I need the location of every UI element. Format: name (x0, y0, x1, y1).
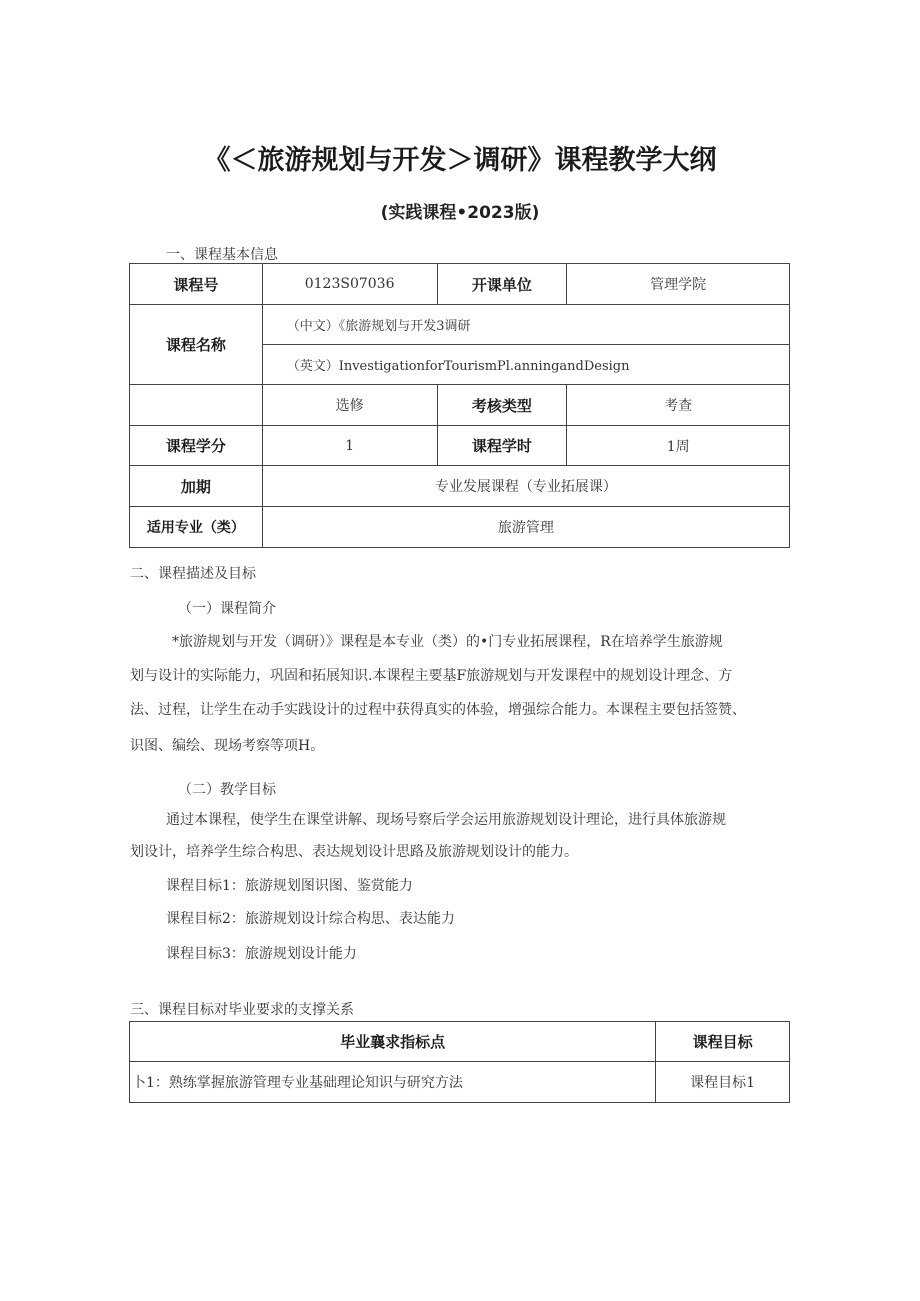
course-info-table (129, 263, 790, 548)
support-col-point: 毕业襄求指标点 (130, 1022, 656, 1062)
course-code-value: 0123S07036 (262, 264, 437, 305)
credit-label: 课程学分 (130, 426, 263, 466)
intro-line: 法、过程，让学生在动手实践设计的过程中获得真实的体验，增强综合能力。本课程主要包括签赞、 (130, 702, 746, 718)
intro-line: *旅游规划与开发（调研）》课程是本专业（类）的•门专业拓展课程，R在培养学生旅游规 (172, 634, 723, 650)
document-subtitle: (实践课程•2023版) (380, 203, 540, 223)
intro-subheading: （一）课程简介 (178, 601, 276, 617)
major-label: 适用专业（类） (130, 507, 263, 548)
course-name-cn: （中文）《旅游规划与开发3调研 (262, 305, 789, 345)
hours-value: 1周 (567, 426, 790, 466)
support-row-point: 卜1：熟练掌握旅游管理专业基础理论知识与研究方法 (130, 1062, 656, 1103)
goal-line: 划设计，培养学生综合构思、表达规划设计思路及旅游规划设计的能力。 (130, 844, 578, 860)
unit-label: 开课单位 (437, 264, 567, 305)
credit-value: 1 (262, 426, 437, 466)
objective-item: 课程目标1：旅游规划图识图、鉴赏能力 (166, 878, 413, 894)
course-type-label (130, 385, 263, 426)
goals-subheading: （二）教学目标 (178, 782, 276, 798)
support-col-goal: 课程目标 (656, 1022, 790, 1062)
objective-item: 课程目标2：旅游规划设计综合构思、表达能力 (166, 911, 455, 927)
document-title: 《＜旅游规划与开发＞调研》课程教学大纲 (203, 145, 717, 176)
exam-type-value: 考查 (567, 385, 790, 426)
intro-line: 划与设计的实际能力，巩固和拓展知识.本课程主要基F旅游规划与开发课程中的规划设计理念、方 (130, 668, 733, 684)
course-name-en: （英文）InvestigationforTourismPl.anningandDesign (262, 345, 789, 385)
section2-heading: 二、课程描述及目标 (130, 566, 256, 582)
course-name-label: 课程名称 (130, 305, 263, 385)
goal-line: 通过本课程，使学生在课堂讲解、现场号察后学会运用旅游规划设计理论，进行具体旅游规 (166, 812, 726, 828)
support-row-goal: 课程目标1 (656, 1062, 790, 1103)
course-type-value: 选修 (262, 385, 437, 426)
course-code-label: 课程号 (130, 264, 263, 305)
section3-heading: 三、课程目标对毕业要求的支撑关系 (130, 1002, 354, 1018)
section1-heading: 一、课程基本信息 (166, 247, 278, 263)
support-table (129, 1021, 790, 1103)
intro-line: 识图、编绘、现场考察等项H。 (130, 738, 325, 754)
period-value: 专业发展课程（专业拓展课） (262, 466, 789, 507)
major-value: 旅游管理 (262, 507, 789, 548)
period-label: 加期 (130, 466, 263, 507)
exam-type-label: 考核类型 (437, 385, 567, 426)
objective-item: 课程目标3：旅游规划设计能力 (166, 946, 357, 962)
unit-value: 管理学院 (567, 264, 790, 305)
hours-label: 课程学时 (437, 426, 567, 466)
